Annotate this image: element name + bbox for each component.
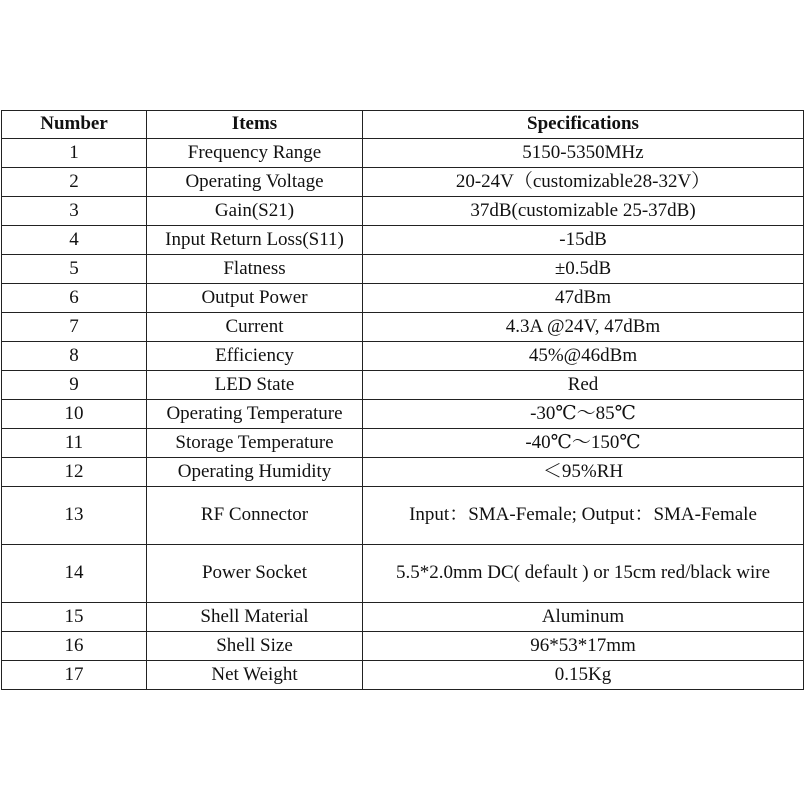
item-cell: RF Connector <box>147 487 363 545</box>
number-cell: 17 <box>2 661 147 690</box>
item-cell: Gain(S21) <box>147 197 363 226</box>
number-cell: 10 <box>2 400 147 429</box>
table-row <box>2 255 804 284</box>
number-cell: 2 <box>2 168 147 197</box>
spec-cell: 37dB(customizable 25-37dB) <box>363 197 804 226</box>
spec-cell: Input：SMA-Female; Output：SMA-Female <box>363 487 804 545</box>
spec-cell: -15dB <box>363 226 804 255</box>
number-cell: 1 <box>2 139 147 168</box>
spec-cell: ±0.5dB <box>363 255 804 284</box>
item-cell: Shell Size <box>147 632 363 661</box>
table-row <box>2 342 804 371</box>
spec-cell: 5150-5350MHz <box>363 139 804 168</box>
spec-cell: Aluminum <box>363 603 804 632</box>
header-number: Number <box>2 111 147 139</box>
spec-cell: 47dBm <box>363 284 804 313</box>
item-cell: Operating Temperature <box>147 400 363 429</box>
spec-cell: Red <box>363 371 804 400</box>
header-specifications: Specifications <box>363 111 804 139</box>
specifications-table <box>1 110 804 690</box>
number-cell: 14 <box>2 545 147 603</box>
number-cell: 16 <box>2 632 147 661</box>
number-cell: 3 <box>2 197 147 226</box>
spec-cell: ＜95%RH <box>363 458 804 487</box>
item-cell: Operating Humidity <box>147 458 363 487</box>
spec-cell: 20-24V（customizable28-32V） <box>363 168 804 197</box>
number-cell: 5 <box>2 255 147 284</box>
spec-cell: -40℃～150℃ <box>363 429 804 458</box>
item-cell: Operating Voltage <box>147 168 363 197</box>
number-cell: 8 <box>2 342 147 371</box>
table-row <box>2 400 804 429</box>
item-cell: Flatness <box>147 255 363 284</box>
number-cell: 12 <box>2 458 147 487</box>
item-cell: Output Power <box>147 284 363 313</box>
spec-cell: 4.3A @24V, 47dBm <box>363 313 804 342</box>
number-cell: 13 <box>2 487 147 545</box>
spec-cell: 5.5*2.0mm DC( default ) or 15cm red/black wire <box>363 545 804 603</box>
number-cell: 11 <box>2 429 147 458</box>
number-cell: 4 <box>2 226 147 255</box>
number-cell: 7 <box>2 313 147 342</box>
item-cell: Frequency Range <box>147 139 363 168</box>
number-cell: 6 <box>2 284 147 313</box>
item-cell: Storage Temperature <box>147 429 363 458</box>
table-row <box>2 603 804 632</box>
table-row <box>2 545 804 603</box>
item-cell: Net Weight <box>147 661 363 690</box>
item-cell: Efficiency <box>147 342 363 371</box>
item-cell: LED State <box>147 371 363 400</box>
item-cell: Power Socket <box>147 545 363 603</box>
spec-cell: -30℃～85℃ <box>363 400 804 429</box>
spec-cell: 96*53*17mm <box>363 632 804 661</box>
table-row <box>2 632 804 661</box>
header-row <box>2 111 804 139</box>
number-cell: 9 <box>2 371 147 400</box>
table-row <box>2 313 804 342</box>
table-row <box>2 458 804 487</box>
table-row <box>2 429 804 458</box>
table-row <box>2 226 804 255</box>
table-body <box>2 139 804 690</box>
table-row <box>2 371 804 400</box>
table-row <box>2 139 804 168</box>
spec-cell: 0.15Kg <box>363 661 804 690</box>
table-row <box>2 284 804 313</box>
table-row <box>2 168 804 197</box>
item-cell: Current <box>147 313 363 342</box>
item-cell: Shell Material <box>147 603 363 632</box>
item-cell: Input Return Loss(S11) <box>147 226 363 255</box>
table-row <box>2 487 804 545</box>
spec-cell: 45%@46dBm <box>363 342 804 371</box>
table-row <box>2 197 804 226</box>
header-items: Items <box>147 111 363 139</box>
number-cell: 15 <box>2 603 147 632</box>
table-row <box>2 661 804 690</box>
